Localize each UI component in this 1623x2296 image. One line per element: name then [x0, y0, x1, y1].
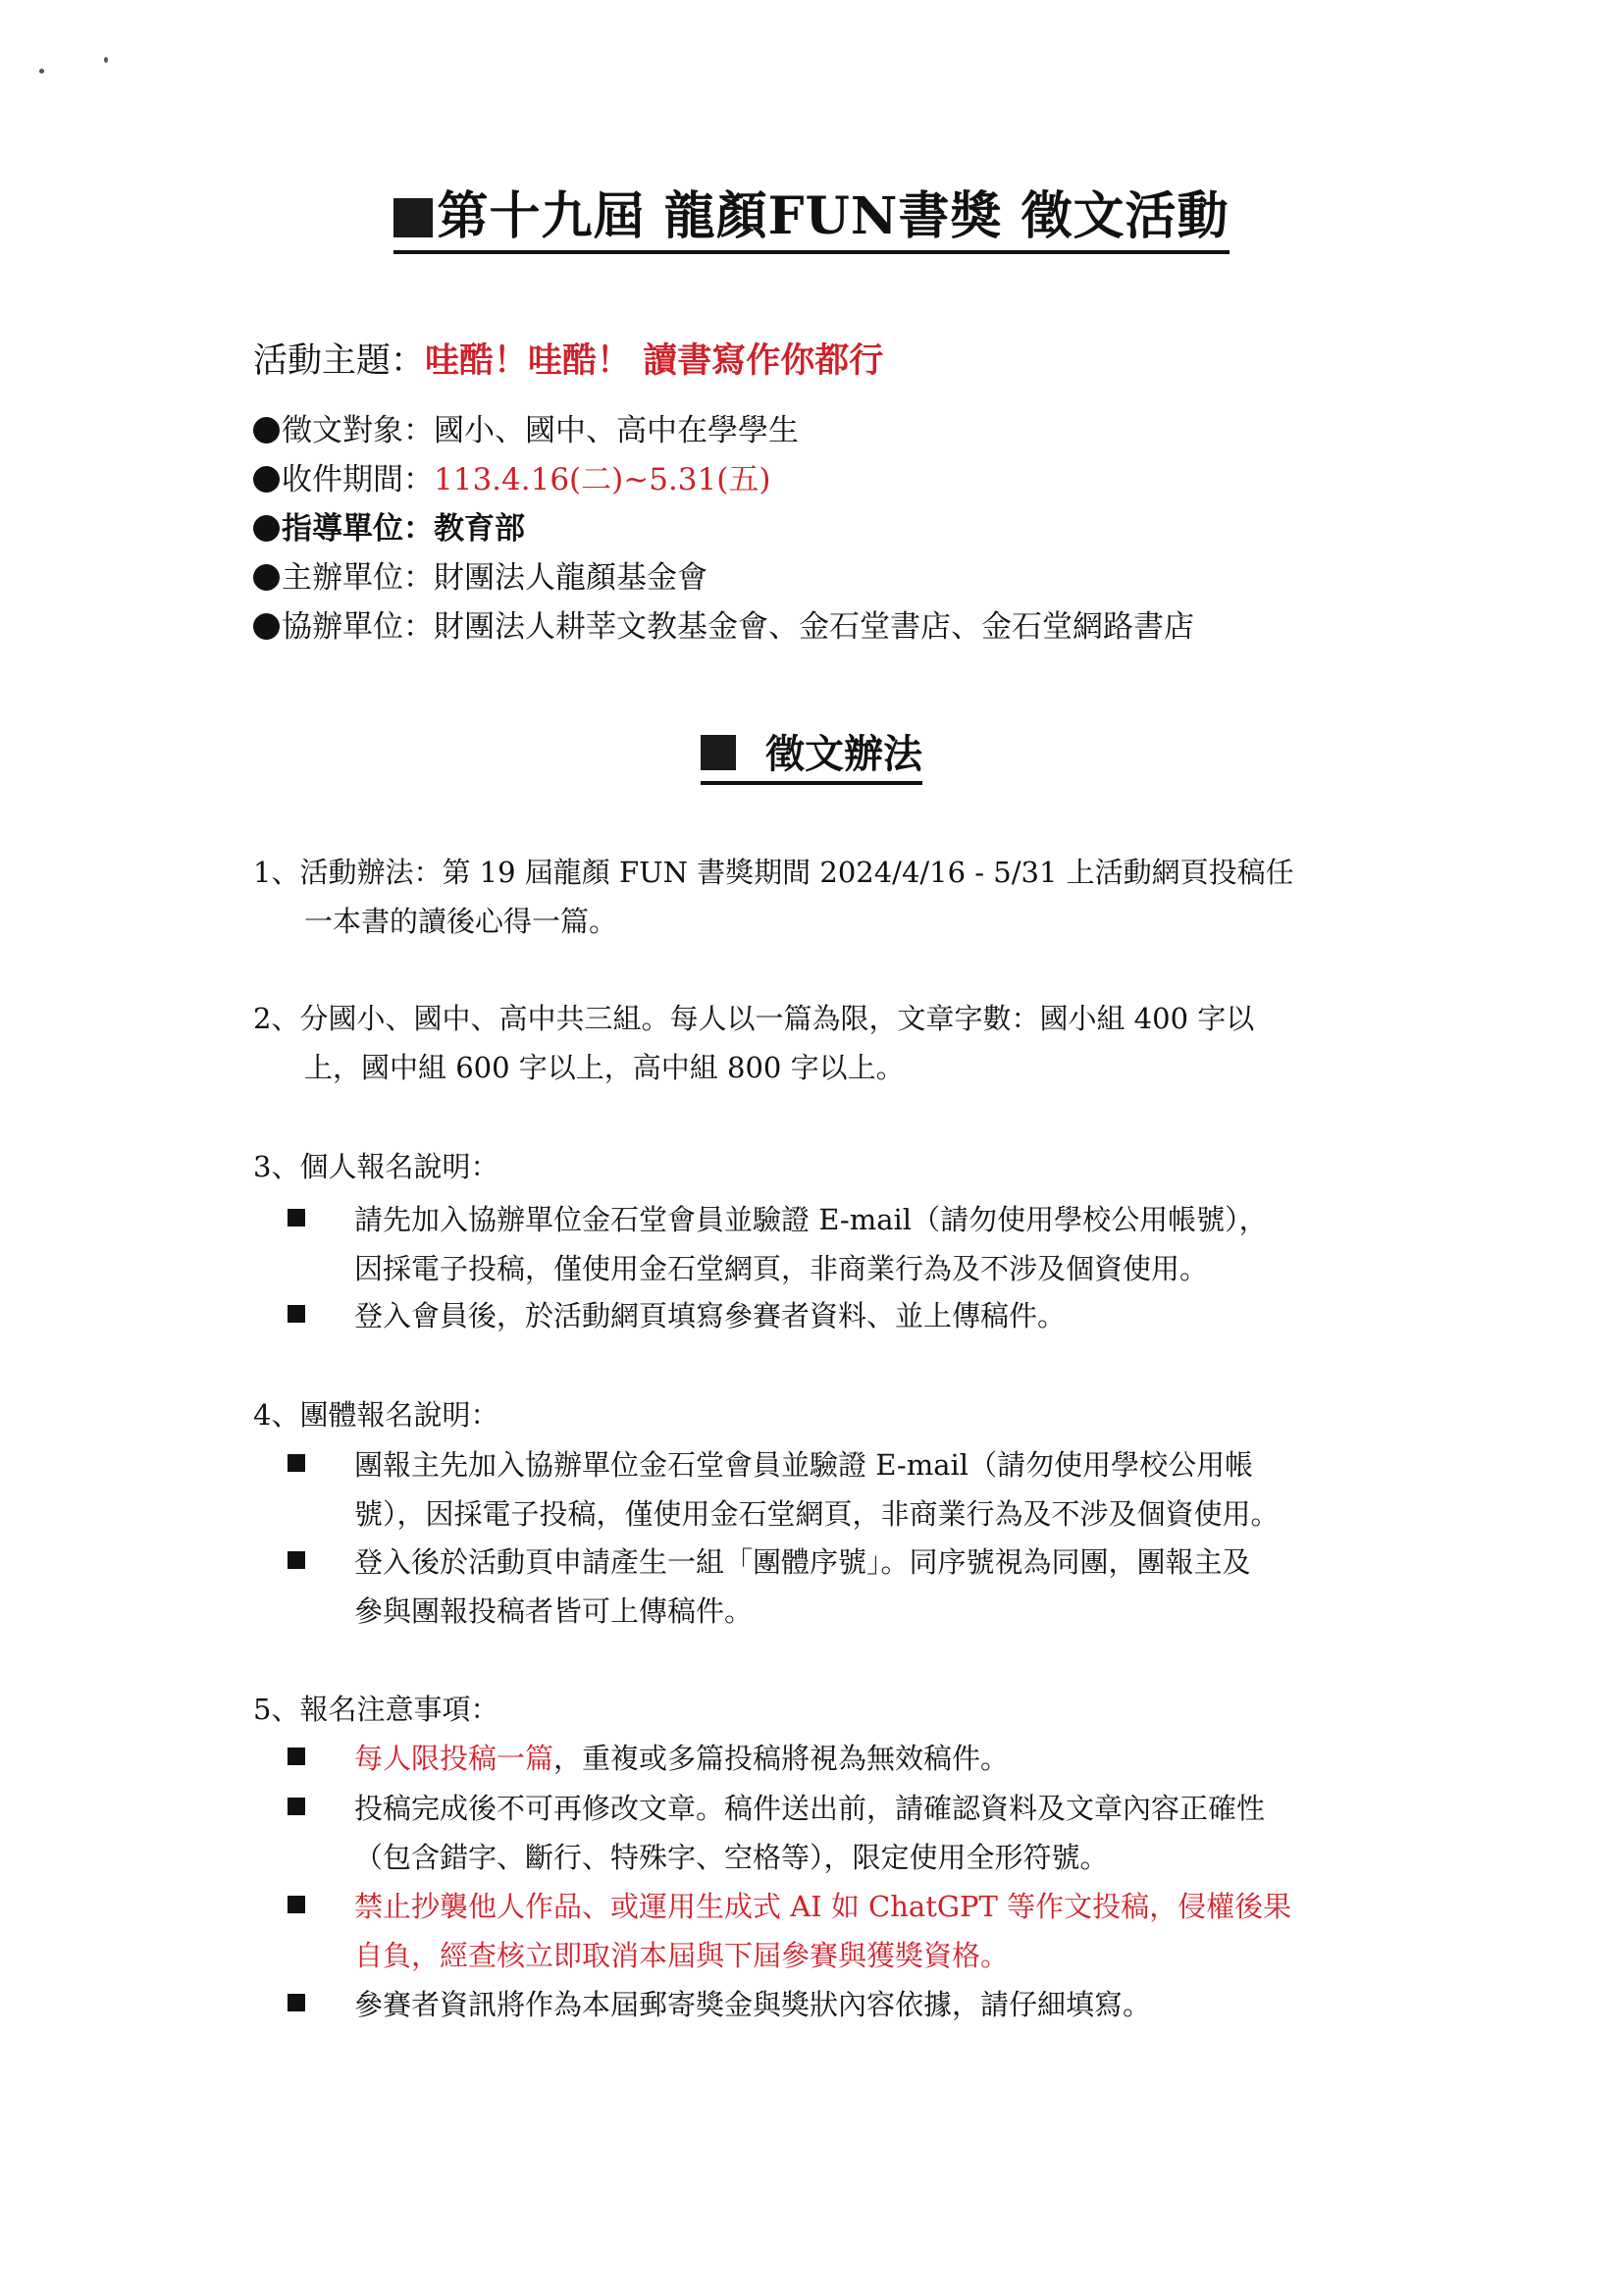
- bullet-dot-icon: [253, 613, 280, 640]
- rule-text: 2、分國小、國中、高中共三組。每人以一篇為限，文章字數：國小組 400 字以: [253, 1002, 1255, 1035]
- bullet-text: [354, 1734, 1404, 1783]
- info-label: 收件期間：: [282, 462, 434, 497]
- rule-3-bullet-2: [288, 1291, 1406, 1340]
- info-label: 主辦單位：: [282, 560, 434, 596]
- square-bullet-icon: [288, 1551, 305, 1569]
- bullet-line: 自負，經查核立即取消本屆與下屆參賽與獲獎資格。: [354, 1939, 1010, 1972]
- bullet-dot-icon: [253, 466, 280, 493]
- bullet-text: [354, 1538, 1404, 1636]
- square-bullet-icon: [288, 1798, 305, 1815]
- theme-value: 哇酷！哇酷！ 讀書寫作你都行: [425, 340, 884, 381]
- rule-5-bullet-3: [288, 1882, 1406, 1980]
- info-value: 國小、國中、高中在學學生: [434, 413, 799, 448]
- theme-label: 活動主題：: [253, 341, 426, 381]
- bullet-line: 禁止抄襲他人作品、或運用生成式 AI 如 ChatGPT 等作文投稿，侵權後果: [354, 1890, 1292, 1923]
- rule-2: [253, 994, 1401, 1092]
- rule-text: 上，國中組 600 字以上，高中組 800 字以上。: [304, 1051, 905, 1084]
- bullet-emphasis: 每人限投稿一篇: [354, 1742, 554, 1775]
- bullet-line: （包含錯字、斷行、特殊字、空格等），限定使用全形符號。: [354, 1841, 1109, 1874]
- info-value: 財團法人耕莘文教基金會、金石堂書店、金石堂網路書店: [434, 609, 1194, 645]
- bullet-text: [354, 1980, 1404, 2029]
- square-bullet-icon: [288, 1305, 305, 1323]
- bullet-line: 團報主先加入協辦單位金石堂會員並驗證 E-mail（請勿使用學校公用帳: [354, 1448, 1254, 1482]
- bullet-dot-icon: [253, 564, 280, 591]
- bullet-line: 投稿完成後不可再修改文章。稿件送出前，請確認資料及文章內容正確性: [354, 1792, 1266, 1825]
- rule-4-bullet-1: [288, 1440, 1406, 1539]
- rule-text: 1、活動辦法：第 19 屆龍顏 FUN 書獎期間 2024/4/16 - 5/31 上活動網頁投稿任: [253, 856, 1294, 889]
- rule-4-heading: [253, 1390, 1401, 1439]
- bullet-rest: ，重複或多篇投稿將視為無效稿件。: [553, 1742, 1010, 1775]
- rule-3-bullet-1: [288, 1195, 1406, 1293]
- info-list: [253, 406, 1194, 652]
- info-item-organizer: [253, 553, 1194, 602]
- section-title: [0, 723, 1623, 785]
- square-bullet-icon: [288, 1896, 305, 1913]
- rule-3-heading: [253, 1142, 1401, 1191]
- info-item-co-organizer: [253, 602, 1194, 652]
- square-bullet-icon: [288, 1994, 305, 2011]
- info-value: 教育部: [434, 511, 525, 547]
- bullet-text: [354, 1440, 1404, 1539]
- square-bullet-icon: [288, 1454, 305, 1472]
- bullet-line: 請先加入協辦單位金石堂會員並驗證 E-mail（請勿使用學校公用帳號），: [354, 1203, 1268, 1236]
- bullet-line: 參賽者資訊將作為本屆郵寄獎金與獎狀內容依據，請仔細填寫。: [354, 1988, 1152, 2021]
- section-title-text: 徵文辦法: [765, 731, 922, 777]
- rule-5-heading: [253, 1685, 1401, 1734]
- rule-heading: 4、團體報名說明：: [253, 1398, 499, 1432]
- bullet-line: [354, 1734, 1404, 1783]
- rule-5-bullet-2: [288, 1784, 1406, 1882]
- info-item-supervisor: [253, 504, 1194, 553]
- bullet-dot-icon: [253, 417, 280, 444]
- bullet-text: [354, 1882, 1404, 1980]
- rule-5-bullet-4: [288, 1980, 1406, 2029]
- bullet-text: [354, 1291, 1404, 1340]
- rule-5-bullet-1: [288, 1734, 1406, 1783]
- activity-theme: [253, 334, 883, 383]
- bullet-line: 登入後於活動頁申請產生一組「團體序號」。同序號視為同團，團報主及: [354, 1545, 1251, 1579]
- bullet-line: 參與團報投稿者皆可上傳稿件。: [354, 1594, 754, 1628]
- info-item-period: [253, 455, 1194, 504]
- bullet-line: 號），因採電子投稿，僅使用金石堂網頁，非商業行為及不涉及個資使用。: [354, 1497, 1280, 1531]
- rule-4-bullet-2: [288, 1538, 1406, 1636]
- square-bullet-icon: [288, 1209, 305, 1226]
- document-title: [0, 175, 1623, 254]
- black-square-icon: [393, 198, 433, 237]
- scan-speck: [104, 57, 108, 63]
- black-square-icon: [701, 735, 736, 770]
- rule-text: 一本書的讀後心得一篇。: [304, 905, 618, 938]
- square-bullet-icon: [288, 1748, 305, 1765]
- rule-heading: 3、個人報名說明：: [253, 1150, 499, 1183]
- bullet-text: [354, 1195, 1404, 1293]
- info-label: 徵文對象：: [282, 413, 434, 448]
- rule-heading: 5、報名注意事項：: [253, 1693, 499, 1726]
- info-item-target: [253, 406, 1194, 455]
- bullet-line: 因採電子投稿，僅使用金石堂網頁，非商業行為及不涉及個資使用。: [354, 1252, 1209, 1285]
- bullet-dot-icon: [253, 515, 280, 542]
- info-label: 指導單位：: [282, 511, 434, 547]
- rule-1: [253, 848, 1401, 946]
- info-value: 財團法人龍顏基金會: [434, 560, 707, 596]
- info-value: 113.4.16(二)~5.31(五): [434, 462, 771, 497]
- bullet-line: 登入會員後，於活動網頁填寫參賽者資料、並上傳稿件。: [354, 1299, 1067, 1332]
- scan-speck: [39, 69, 44, 74]
- bullet-text: [354, 1784, 1404, 1882]
- title-text: 第十九屆 龍顏FUN書獎 徵文活動: [437, 186, 1230, 246]
- info-label: 協辦單位：: [282, 609, 434, 645]
